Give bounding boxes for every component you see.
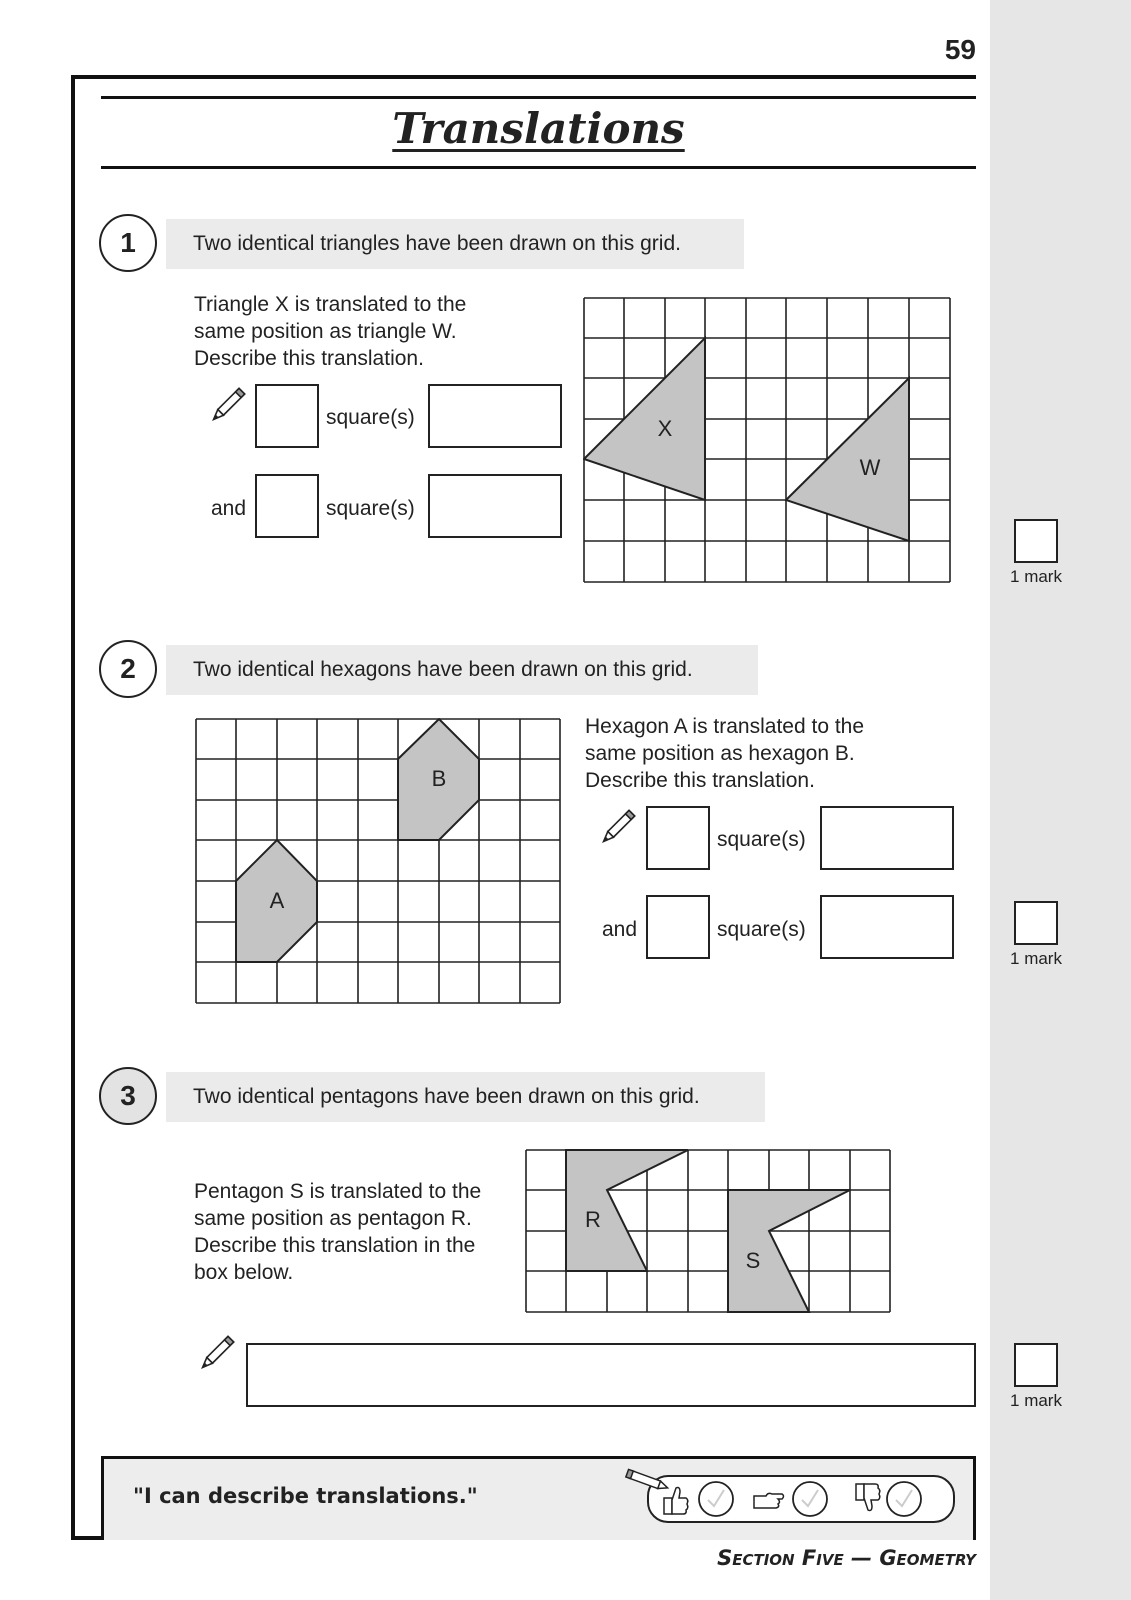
q3-answer-box[interactable] (246, 1343, 976, 1407)
q1-direction-box-2[interactable] (428, 474, 562, 538)
page-title: Translations (392, 104, 685, 153)
page-frame-top (71, 75, 976, 79)
hexagon-a-label: A (269, 888, 285, 913)
q2-direction-box-2[interactable] (820, 895, 954, 959)
title-rule-bottom (101, 166, 976, 169)
q2-unit-label-1: square(s) (717, 828, 806, 851)
q2-mark-box[interactable] (1014, 901, 1058, 945)
question-1-instruction: Triangle X is translated to the same position as triangle W. Describe this translation. (194, 293, 467, 370)
tick-circle-icon (793, 1482, 827, 1516)
q2-grid (195, 718, 561, 1004)
question-1-heading: Two identical triangles have been drawn on this grid. (166, 219, 744, 269)
q1-unit-label-2: square(s) (326, 497, 415, 520)
q2-distance-box-1[interactable] (646, 806, 710, 870)
q1-distance-box-1[interactable] (255, 384, 319, 448)
question-3-heading: Two identical pentagons have been drawn on this grid. (166, 1072, 765, 1122)
pentagon-s-label: S (745, 1248, 761, 1273)
self-check-statement: "I can describe translations." (133, 1484, 478, 1508)
question-2-instruction: Hexagon A is translated to the same position as hexagon B. Describe this translation. (585, 715, 865, 792)
q2-mark-label: 1 mark (1010, 949, 1062, 968)
q3-grid (525, 1149, 891, 1314)
q1-mark-box[interactable] (1014, 519, 1058, 563)
triangle-w-label: W (859, 455, 881, 480)
question-2-heading: Two identical hexagons have been drawn on this grid. (166, 645, 758, 695)
q3-mark-label: 1 mark (1010, 1391, 1062, 1410)
q2-and-label: and (602, 918, 638, 941)
q2-distance-box-2[interactable] (646, 895, 710, 959)
tick-circle-icon (887, 1482, 921, 1516)
q1-and-label: and (211, 497, 247, 520)
page-number: 59 (944, 34, 976, 65)
q2-direction-box-1[interactable] (820, 806, 954, 870)
question-number-2: 2 (99, 640, 157, 698)
q1-unit-label-1: square(s) (326, 406, 415, 429)
triangle-x-label: X (657, 416, 673, 441)
self-assessment-strip (620, 1464, 960, 1526)
question-3-instruction: Pentagon S is translated to the same position as pentagon R. Describe this translation in the box below. (194, 1180, 482, 1284)
q3-mark-box[interactable] (1014, 1343, 1058, 1387)
pencil-icon (594, 805, 640, 851)
q1-grid (583, 297, 951, 583)
question-number-1: 1 (99, 214, 157, 272)
thumbs-sideways-icon (754, 1493, 784, 1508)
tick-circle-icon (699, 1482, 733, 1516)
hexagon-b-label: B (431, 766, 447, 791)
q2-unit-label-2: square(s) (717, 918, 806, 941)
pencil-icon (204, 383, 250, 429)
section-footer: Section Five — Geometry (717, 1546, 976, 1570)
q1-mark-label: 1 mark (1010, 567, 1062, 586)
q1-distance-box-2[interactable] (255, 474, 319, 538)
question-number-3: 3 (99, 1067, 157, 1125)
pentagon-r-label: R (585, 1207, 601, 1232)
q1-direction-box-1[interactable] (428, 384, 562, 448)
title-rule-top (101, 96, 976, 99)
pencil-icon (193, 1331, 239, 1377)
page-frame-left (71, 75, 75, 1540)
marking-margin (990, 0, 1131, 1600)
